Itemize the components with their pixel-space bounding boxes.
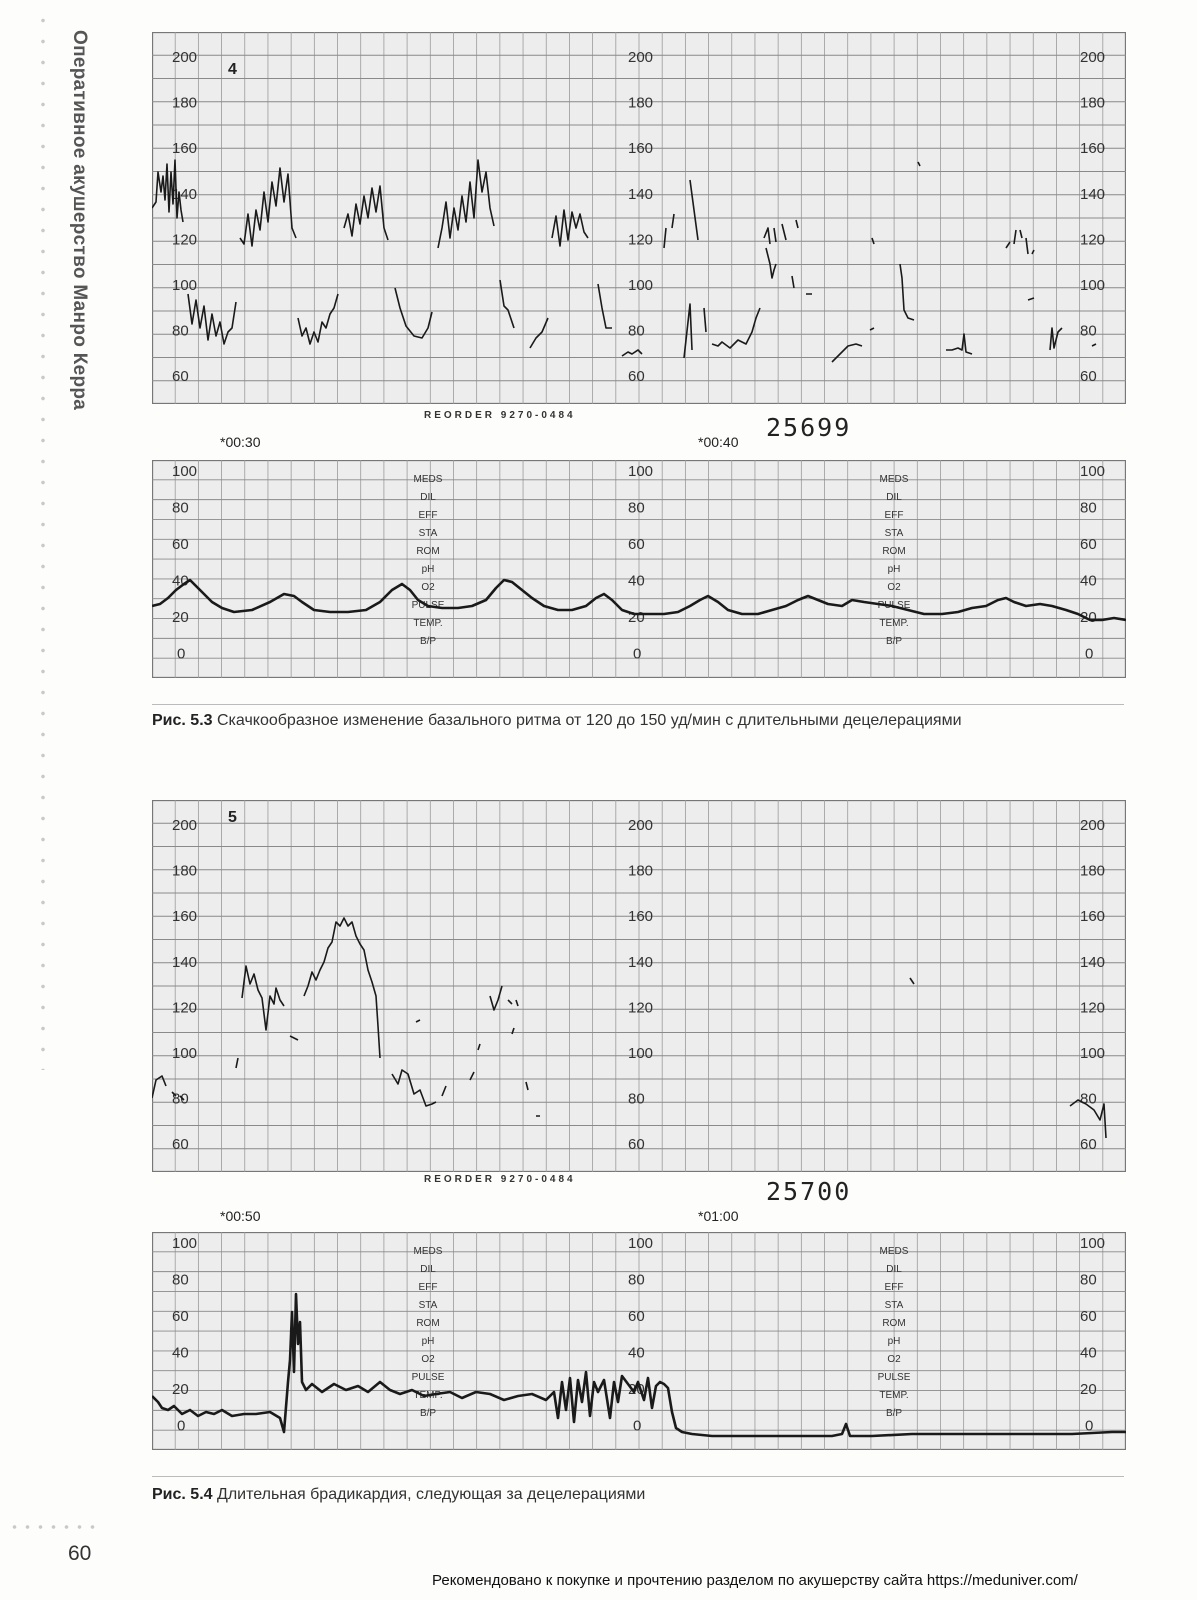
uc-annotation-label: MEDS: [879, 1246, 909, 1257]
fhr-tick-label: 180: [172, 862, 198, 880]
panel-number-1: 4: [228, 61, 237, 78]
uc-annotation-label: O2: [421, 582, 435, 593]
fhr-tick-label: 100: [628, 1045, 654, 1062]
uc-annotation-label: PULSE: [411, 1372, 445, 1383]
uc-tick-label: 60: [628, 1308, 645, 1325]
page-number-dots: [8, 1524, 98, 1530]
fhr-tick-label: 140: [1080, 953, 1106, 971]
uc-tick-label: 100: [172, 463, 198, 480]
fhr-tick-label: 60: [172, 368, 189, 386]
caption-label-1: Рис. 5.3: [152, 712, 213, 729]
uc-annotation-label: TEMP.: [879, 1390, 909, 1401]
uc-tick-label: 40: [172, 1344, 189, 1362]
fhr-tick-label: 180: [1080, 94, 1106, 112]
uc-annotation-label: O2: [887, 582, 901, 593]
uc-annotation-label: B/P: [885, 1408, 903, 1419]
fhr-tick-label: 100: [1080, 1045, 1106, 1062]
uc-annotation-label: B/P: [885, 636, 903, 647]
uc-tick-label: 20: [628, 609, 645, 626]
uc-tick-label: 100: [628, 463, 654, 480]
fhr-tick-label: 120: [628, 231, 654, 249]
uc-tick-label: 60: [172, 1308, 189, 1325]
page-number: 60: [68, 1542, 92, 1565]
uc-tick-label: 80: [172, 499, 189, 517]
figure-rule-1: [152, 704, 1124, 705]
uc-annotation-label: EFF: [418, 510, 438, 521]
uc-annotation-label: DIL: [420, 1264, 436, 1275]
fhr-tick-label: 120: [628, 999, 654, 1017]
panel-number-2: 5: [228, 809, 237, 826]
uc-tick-label: 80: [628, 1271, 645, 1289]
time-marker-right-1: *00:40: [698, 434, 739, 450]
uc-tick-label: 20: [172, 1381, 189, 1398]
fhr-tick-label: 140: [628, 953, 654, 971]
time-marker-right-2: *01:00: [698, 1208, 739, 1224]
uc-chart-2: [152, 1232, 1126, 1450]
uc-annotation-label: STA: [884, 528, 904, 539]
fhr-tick-label: 160: [1080, 140, 1106, 158]
uc-annotation-label: pH: [421, 1336, 435, 1347]
uc-tick-label: 100: [628, 1235, 654, 1252]
strip-serial-2: 25700: [766, 1177, 852, 1206]
fhr-tick-label: 180: [628, 94, 654, 112]
fhr-grid-2: [152, 800, 1126, 1172]
uc-annotation-label: STA: [418, 1300, 438, 1311]
uc-annotation-label: DIL: [886, 492, 902, 503]
uc-annotation-label: EFF: [884, 510, 904, 521]
fhr-tick-label: 140: [628, 185, 654, 203]
fhr-tick-label: 200: [172, 49, 198, 66]
uc-tick-label: 20: [628, 1381, 645, 1398]
uc-annotation-label: DIL: [886, 1264, 902, 1275]
uc-tick-label: 20: [1080, 1381, 1097, 1398]
fhr-tick-label: 200: [628, 817, 654, 834]
uc-annotation-label: ROM: [416, 1318, 440, 1329]
uc-annotation-label: STA: [418, 528, 438, 539]
footer-note: Рекомендовано к покупке и прочтению разделом по акушерству сайта https://meduniver.com/: [432, 1572, 1078, 1589]
strip-serial-1: 25699: [766, 413, 852, 442]
fhr-tick-label: 120: [1080, 231, 1106, 249]
uc-tick-label: 60: [1080, 1308, 1097, 1325]
fhr-tick-label: 120: [172, 999, 198, 1017]
fhr-chart-1: [152, 32, 1126, 404]
uc-annotation-label: STA: [884, 1300, 904, 1311]
uc-tick-label: 0: [633, 1417, 642, 1435]
uc-annotation-label: PULSE: [877, 600, 911, 611]
uc-annotation-label: TEMP.: [879, 618, 909, 629]
fhr-tick-label: 140: [172, 185, 198, 203]
uc-tick-label: 40: [628, 572, 645, 590]
uc-tick-label: 20: [172, 609, 189, 626]
fhr-tick-label: 80: [1080, 1090, 1097, 1108]
fhr-tick-label: 160: [628, 140, 654, 158]
fhr-tick-label: 160: [172, 140, 198, 158]
fhr-chart-2: [152, 800, 1126, 1172]
uc-tick-label: 0: [1085, 1417, 1094, 1435]
fhr-tick-label: 140: [172, 953, 198, 971]
uc-annotation-label: ROM: [882, 1318, 906, 1329]
uc-tick-label: 40: [1080, 572, 1097, 590]
uc-tick-label: 80: [1080, 499, 1097, 517]
caption-text-2: Длительная брадикардия, следующая за децелерациями: [212, 1486, 646, 1503]
uc-annotation-label: O2: [421, 1354, 435, 1365]
fhr-tick-label: 120: [172, 231, 198, 249]
figure-caption-2: [152, 1486, 645, 1504]
uc-chart-1: [152, 460, 1126, 678]
figure-caption-1: [152, 712, 962, 730]
fhr-tick-label: 140: [1080, 185, 1106, 203]
fhr-tick-label: 60: [628, 368, 645, 386]
fhr-tick-label: 180: [172, 94, 198, 112]
fhr-tick-label: 200: [1080, 817, 1106, 834]
fhr-tick-label: 200: [628, 49, 654, 66]
uc-annotation-label: pH: [887, 564, 901, 575]
time-marker-left-2: *00:50: [220, 1208, 261, 1224]
uc-annotation-label: ROM: [416, 546, 440, 557]
fhr-tick-label: 60: [1080, 368, 1097, 386]
uc-tick-label: 20: [1080, 609, 1097, 626]
uc-annotation-label: MEDS: [413, 474, 443, 485]
uc-tick-label: 80: [628, 499, 645, 517]
fhr-tick-label: 100: [628, 277, 654, 294]
uc-tick-label: 100: [1080, 1235, 1106, 1252]
reorder-label-2: REORDER 9270-0484: [424, 1174, 576, 1185]
uc-tick-label: 100: [1080, 463, 1106, 480]
fhr-tick-label: 100: [1080, 277, 1106, 294]
fhr-tick-label: 160: [172, 908, 198, 926]
uc-tick-label: 80: [172, 1271, 189, 1289]
fhr-tick-label: 80: [1080, 322, 1097, 340]
uc-annotation-label: DIL: [420, 492, 436, 503]
uc-annotation-label: PULSE: [411, 600, 445, 611]
fhr-tick-label: 100: [172, 1045, 198, 1062]
uc-tick-label: 40: [1080, 1344, 1097, 1362]
fhr-tick-label: 80: [628, 1090, 645, 1108]
reorder-label-1: REORDER 9270-0484: [424, 410, 576, 421]
fhr-tick-label: 160: [628, 908, 654, 926]
fhr-tick-label: 80: [172, 322, 189, 340]
fhr-tick-label: 200: [1080, 49, 1106, 66]
uc-annotation-label: ROM: [882, 546, 906, 557]
side-title: Оперативное акушерство Манро Керра: [69, 30, 90, 411]
uc-annotation-label: EFF: [884, 1282, 904, 1293]
fhr-tick-label: 60: [628, 1136, 645, 1154]
figure-rule-2: [152, 1476, 1124, 1477]
margin-dots: [40, 10, 46, 1070]
uc-annotation-label: B/P: [419, 636, 437, 647]
uc-tick-label: 0: [177, 645, 186, 663]
uc-tick-label: 40: [172, 572, 189, 590]
caption-label-2: Рис. 5.4: [152, 1486, 213, 1503]
fhr-tick-label: 100: [172, 277, 198, 294]
uc-annotation-label: MEDS: [413, 1246, 443, 1257]
uc-annotation-label: EFF: [418, 1282, 438, 1293]
uc-tick-label: 60: [172, 536, 189, 553]
uc-tick-label: 40: [628, 1344, 645, 1362]
fhr-tick-label: 200: [172, 817, 198, 834]
fhr-tick-label: 180: [628, 862, 654, 880]
fhr-grid-1: [152, 32, 1126, 404]
fhr-tick-label: 80: [172, 1090, 189, 1108]
uc-tick-label: 80: [1080, 1271, 1097, 1289]
uc-tick-label: 60: [628, 536, 645, 553]
uc-annotation-label: TEMP.: [413, 1390, 443, 1401]
uc-tick-label: 0: [177, 1417, 186, 1435]
fhr-tick-label: 60: [1080, 1136, 1097, 1154]
uc-annotation-label: MEDS: [879, 474, 909, 485]
uc-tick-label: 0: [1085, 645, 1094, 663]
uc-tick-label: 0: [633, 645, 642, 663]
fhr-tick-label: 180: [1080, 862, 1106, 880]
fhr-tick-label: 160: [1080, 908, 1106, 926]
fhr-tick-label: 120: [1080, 999, 1106, 1017]
uc-annotation-label: TEMP.: [413, 618, 443, 629]
uc-tick-label: 100: [172, 1235, 198, 1252]
time-marker-left-1: *00:30: [220, 434, 261, 450]
uc-annotation-label: pH: [421, 564, 435, 575]
uc-annotation-label: PULSE: [877, 1372, 911, 1383]
uc-tick-label: 60: [1080, 536, 1097, 553]
uc-annotation-label: B/P: [419, 1408, 437, 1419]
fhr-tick-label: 60: [172, 1136, 189, 1154]
uc-annotation-label: O2: [887, 1354, 901, 1365]
caption-text-1: Скачкообразное изменение базального ритма от 120 до 150 уд/мин с длительными децелерациями: [212, 712, 962, 729]
uc-annotation-label: pH: [887, 1336, 901, 1347]
fhr-tick-label: 80: [628, 322, 645, 340]
